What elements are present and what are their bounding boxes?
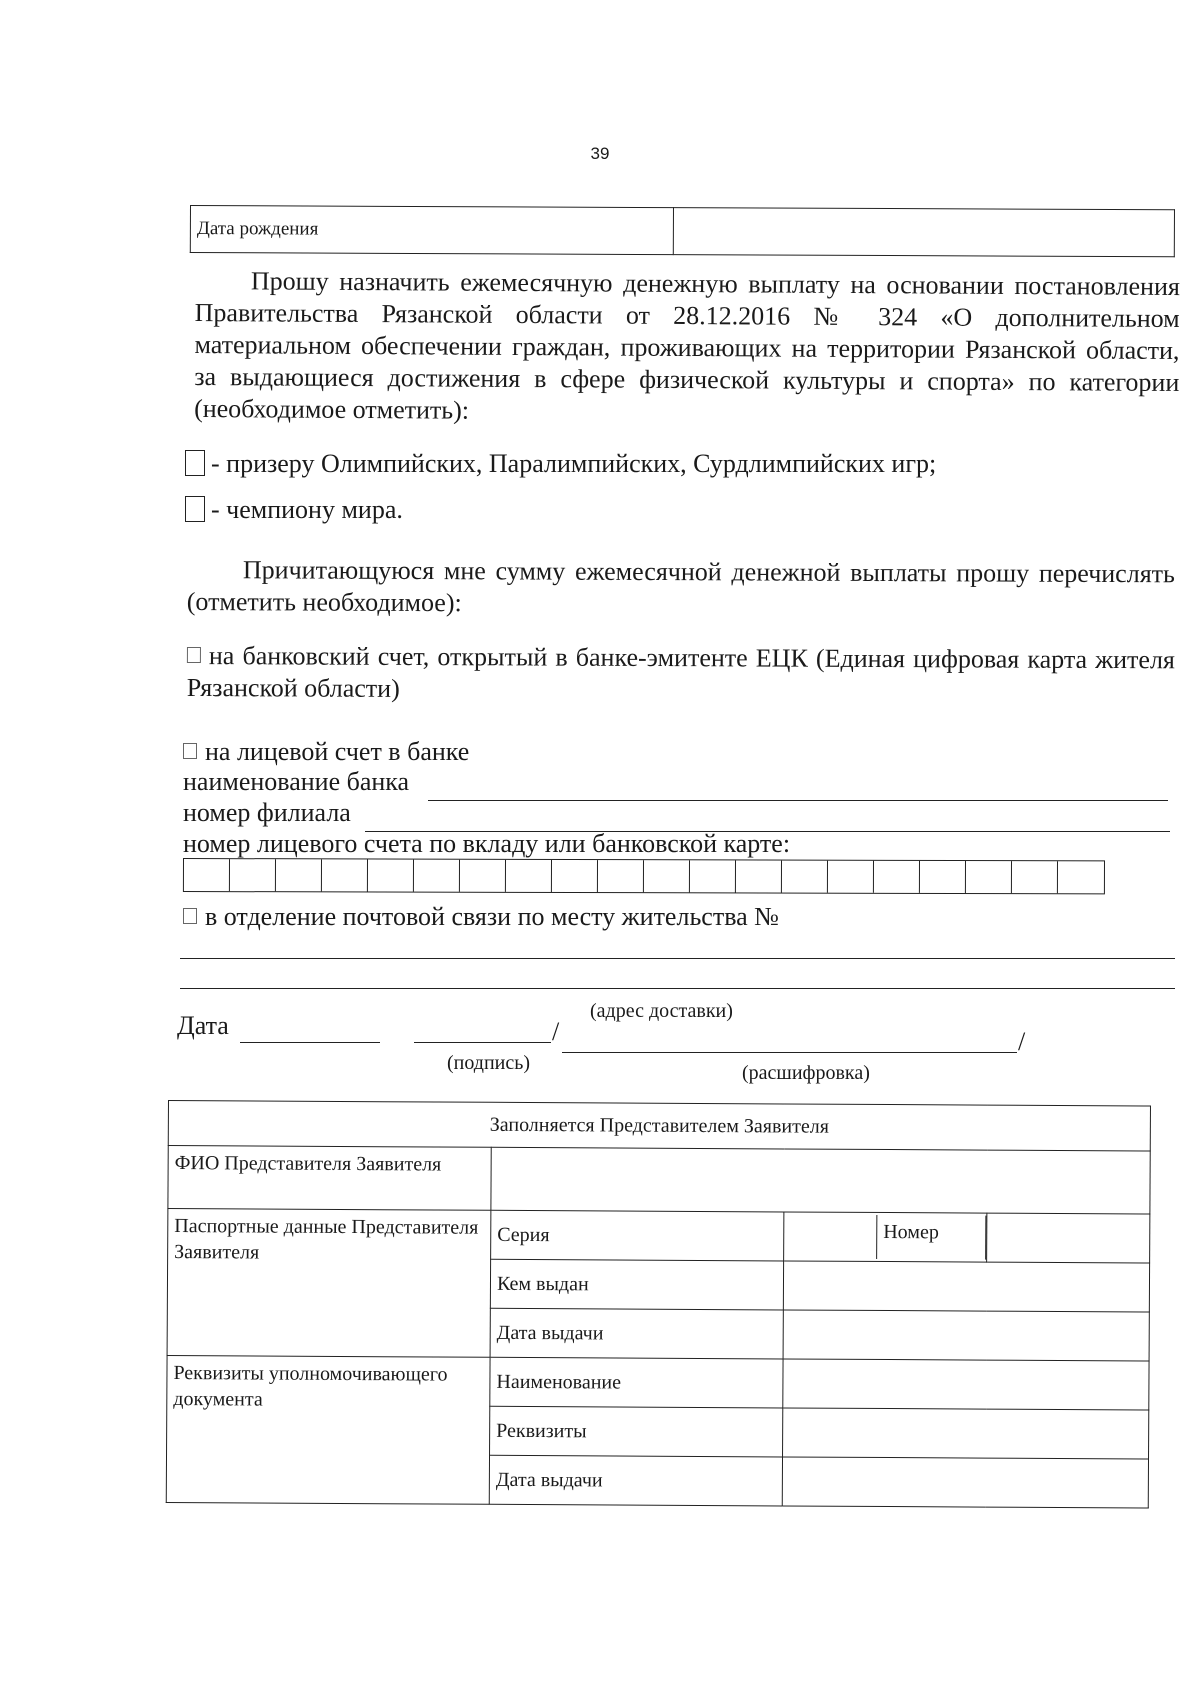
rep-doc-label: Реквизиты уполномочивающего документа — [166, 1355, 490, 1504]
account-digit-cell[interactable] — [828, 861, 874, 893]
account-digit-cell[interactable] — [506, 860, 552, 892]
rep-doc-requisites-field[interactable] — [783, 1408, 1149, 1459]
account-digit-cell[interactable] — [874, 861, 920, 893]
rep-issue-date-field[interactable] — [783, 1310, 1149, 1361]
category-olympic-label: - призеру Олимпийских, Паралимпийских, Сурдлимпийских игр; — [211, 449, 937, 478]
account-digit-cell[interactable] — [552, 860, 598, 892]
request-text: Прошу назначить ежемесячную денежную выплату на основании постановления Правительства Рязанской области от 28.12.2016 № 324 «О дополнительном материальном обеспечении граждан, проживающих на территории Рязанской области, за выдающиеся достижения в сфере физической культуры и спорта» по категории (необходимое отметить): — [194, 266, 1180, 425]
rep-doc-date-label: Дата выдачи — [489, 1455, 782, 1506]
account-digit-cell[interactable] — [782, 861, 828, 893]
representative-table — [166, 1100, 1151, 1508]
account-digit-cell[interactable] — [736, 860, 782, 892]
birth-date-field[interactable] — [673, 208, 1174, 257]
branch-label: номер филиала — [183, 798, 351, 827]
option-ecc-label: на банковский счет, открытый в банке-эмитенте ЕЦК (Единая цифровая карта жителя Рязанской области) — [186, 641, 1175, 703]
payment-text: Причитающуюся мне сумму ежемесячной денежной выплаты прошу перечислять (отметить необходимое): — [186, 555, 1175, 618]
rep-fio-label: ФИО Представителя Заявителя — [168, 1146, 491, 1211]
account-digit-cell[interactable] — [644, 860, 690, 892]
page-number: 39 — [590, 144, 610, 163]
signature-caption: (подпись) — [447, 1052, 531, 1074]
birth-date-table — [190, 205, 1175, 257]
representative-header: Заполняется Представителем Заявителя — [168, 1101, 1150, 1151]
rep-doc-requisites-label: Реквизиты — [490, 1406, 783, 1457]
rep-passport-label: Паспортные данные Представителя Заявителя — [167, 1209, 491, 1358]
post-line-2[interactable] — [180, 988, 1175, 989]
option-personal-account[interactable] — [183, 736, 469, 768]
option-personal-account-label: на лицевой счет в банке — [205, 737, 470, 766]
category-olympic[interactable] — [185, 448, 936, 480]
rep-series-field[interactable] — [784, 1214, 877, 1259]
account-digit-cell[interactable] — [230, 859, 276, 891]
category-world-champion[interactable] — [185, 494, 403, 526]
rep-doc-date-field[interactable] — [782, 1457, 1148, 1508]
account-digit-cell[interactable] — [966, 861, 1012, 893]
checkbox-post[interactable] — [183, 908, 197, 924]
account-label: номер лицевого счета по вкладу или банковской карте: — [183, 829, 791, 858]
payment-paragraph — [187, 554, 1175, 622]
category-world-champion-label: - чемпиону мира. — [211, 495, 403, 524]
account-digit-cell[interactable] — [598, 860, 644, 892]
account-digit-cell[interactable] — [322, 859, 368, 891]
account-digit-cell[interactable] — [184, 859, 230, 891]
account-digit-cell[interactable] — [690, 860, 736, 892]
account-digit-cell[interactable] — [414, 860, 460, 892]
account-digit-cell[interactable] — [368, 859, 414, 891]
rep-number-label: Номер — [877, 1215, 986, 1260]
slash-2: / — [1018, 1027, 1026, 1056]
checkbox-world-champion[interactable] — [185, 496, 205, 522]
checkbox-ecc[interactable] — [187, 647, 201, 663]
account-digit-cell[interactable] — [276, 859, 322, 891]
option-ecc[interactable] — [187, 640, 1175, 708]
request-paragraph — [194, 265, 1180, 431]
option-post[interactable] — [183, 901, 779, 933]
account-digit-cell[interactable] — [1058, 861, 1104, 893]
date-field[interactable] — [240, 1042, 380, 1043]
rep-issued-by-label: Кем выдан — [490, 1259, 783, 1310]
bank-name-field[interactable] — [428, 800, 1168, 801]
date-label: Дата — [177, 1011, 229, 1040]
account-digit-cell[interactable] — [1012, 861, 1058, 893]
address-caption: (адрес доставки) — [590, 1000, 733, 1022]
bank-name-label: наименование банка — [183, 767, 410, 796]
rep-doc-name-label: Наименование — [490, 1357, 783, 1408]
rep-series-label: Серия — [491, 1210, 784, 1261]
rep-issued-by-field[interactable] — [783, 1261, 1149, 1312]
birth-date-label: Дата рождения — [190, 206, 673, 255]
rep-number-field[interactable] — [987, 1213, 1150, 1263]
slash-1: / — [552, 1017, 560, 1046]
signature-field[interactable] — [414, 1042, 551, 1043]
account-number-grid[interactable] — [183, 858, 1105, 894]
decode-field[interactable] — [562, 1052, 1017, 1053]
rep-doc-name-field[interactable] — [783, 1359, 1149, 1410]
rep-series-number-cell — [784, 1212, 987, 1262]
rep-fio-field[interactable] — [491, 1147, 1150, 1214]
account-digit-cell[interactable] — [460, 860, 506, 892]
account-digit-cell[interactable] — [920, 861, 966, 893]
rep-issue-date-label: Дата выдачи — [490, 1308, 783, 1359]
decode-caption: (расшифровка) — [742, 1062, 870, 1084]
option-post-label: в отделение почтовой связи по месту жительства № — [205, 902, 779, 931]
checkbox-personal-account[interactable] — [183, 743, 197, 759]
checkbox-olympic[interactable] — [185, 450, 205, 476]
post-line-1[interactable] — [180, 958, 1175, 959]
